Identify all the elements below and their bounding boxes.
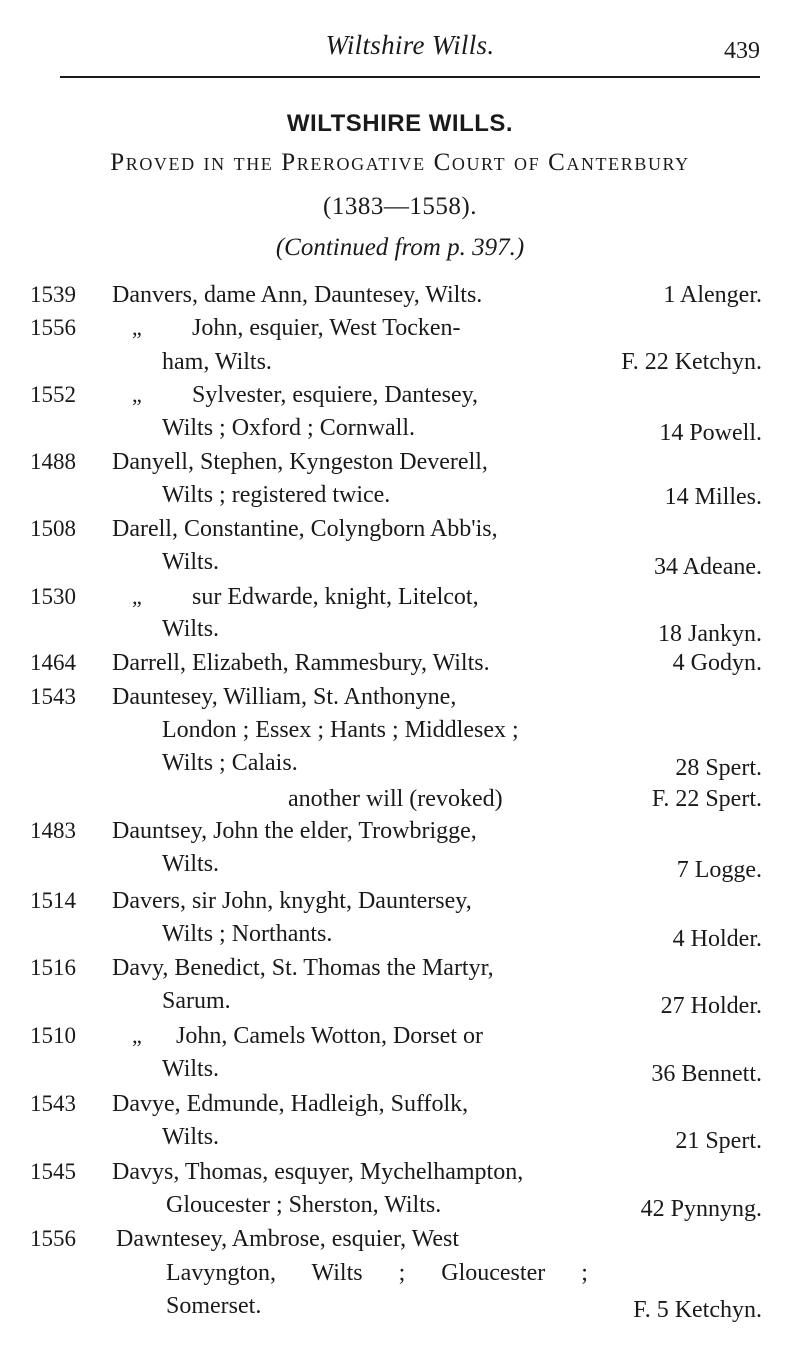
entry-reference: 27 Holder. <box>660 993 762 1019</box>
will-entry-continuation <box>0 478 800 512</box>
will-entry <box>0 646 800 680</box>
entry-text: Dauntesey, William, St. Anthonyne, <box>112 684 457 710</box>
will-entry <box>0 311 800 345</box>
entry-reference: 36 Bennett. <box>651 1061 762 1087</box>
entry-reference: 34 Adeane. <box>654 554 762 580</box>
will-entry-continuation <box>0 411 800 445</box>
will-entry <box>0 512 800 546</box>
ditto-mark: „ <box>132 1023 142 1048</box>
entry-text-line: Wilts. <box>162 1124 220 1150</box>
entry-text: Danvers, dame Ann, Dauntesey, Wilts. <box>112 282 483 308</box>
will-entry <box>0 1222 800 1256</box>
entry-year: 1530 <box>30 584 76 609</box>
will-entry <box>0 580 800 614</box>
entry-year: 1514 <box>30 888 76 913</box>
entry-text-line: sur Edwarde, knight, Litelcot, <box>192 584 479 610</box>
will-entry-continuation <box>0 713 800 747</box>
entry-text-line: Wilts ; registered twice. <box>162 482 391 508</box>
entry-reference: F. 22 Spert. <box>651 786 762 812</box>
entry-year: 1464 <box>30 650 76 675</box>
page-number: 439 <box>724 38 760 64</box>
will-entry <box>0 1087 800 1121</box>
entry-year: 1508 <box>30 516 76 541</box>
entry-text-line: London ; Essex ; Hants ; Middlesex ; <box>162 717 519 743</box>
entry-reference: 18 Jankyn. <box>658 621 762 647</box>
entry-reference: 21 Spert. <box>675 1128 762 1154</box>
entry-text: Danyell, Stephen, Kyngeston Deverell, <box>112 449 488 475</box>
entry-text <box>112 580 479 614</box>
entry-text-line: Wilts. <box>162 851 220 877</box>
entry-text: Darrell, Elizabeth, Rammesbury, Wilts. <box>112 650 490 676</box>
entry-year: 1543 <box>30 1091 76 1116</box>
will-entry-continuation <box>0 1289 800 1323</box>
entry-reference: 4 Holder. <box>672 926 762 952</box>
will-entry-continuation <box>0 847 800 881</box>
ditto-mark: „ <box>132 584 142 609</box>
will-entry <box>0 278 800 312</box>
entry-year: 1552 <box>30 382 76 407</box>
section-title: WILTSHIRE WILLS. <box>286 110 514 137</box>
entry-text-line: Wilts ; Calais. <box>162 750 298 776</box>
entry-reference: 14 Powell. <box>659 420 762 446</box>
will-entry-continuation <box>0 1120 800 1154</box>
entry-text: Dauntsey, John the elder, Trowbrigge, <box>112 818 477 844</box>
entry-reference: 4 Godyn. <box>672 650 762 676</box>
entry-text-line: Gloucester ; Sherston, Wilts. <box>166 1192 442 1218</box>
will-entry-continuation <box>0 545 800 579</box>
will-entry-continuation <box>0 1188 800 1222</box>
entry-text-line: Sylvester, esquiere, Dantesey, <box>192 382 479 408</box>
entry-text-line: John, esquier, West Tocken- <box>192 315 461 341</box>
will-entry <box>0 1019 800 1053</box>
entry-reference: F. 22 Ketchyn. <box>621 349 762 375</box>
entry-text-line: ham, Wilts. <box>162 349 272 375</box>
will-entry-continuation <box>0 984 800 1018</box>
ditto-mark: „ <box>132 382 142 407</box>
entry-text-line: Lavyngton, Wilts ; Gloucester ; <box>166 1260 588 1286</box>
will-entry <box>0 951 800 985</box>
will-entry-continuation <box>0 1052 800 1086</box>
entry-text: Davye, Edmunde, Hadleigh, Suffolk, <box>112 1091 469 1117</box>
will-entry-continuation <box>0 345 800 379</box>
will-entry <box>0 1155 800 1189</box>
date-range: (1383—1558). <box>323 193 477 220</box>
entry-reference: 42 Pynnyng. <box>640 1196 762 1222</box>
entry-year: 1545 <box>30 1159 76 1184</box>
entry-text: Dawntesey, Ambrose, esquier, West <box>116 1226 460 1252</box>
entry-text-line: Wilts. <box>162 616 220 642</box>
entry-reference: 7 Logge. <box>676 857 762 883</box>
section-subtitle: Proved in the Prerogative Court of Canterbury <box>110 149 690 176</box>
entry-year: 1539 <box>30 282 76 307</box>
will-entry <box>0 782 800 816</box>
continued-note: (Continued from p. 397.) <box>275 234 525 261</box>
will-entry <box>0 814 800 848</box>
entry-year: 1543 <box>30 684 76 709</box>
will-entry <box>0 378 800 412</box>
entry-reference: F. 5 Ketchyn. <box>633 1297 762 1323</box>
entry-text <box>112 1019 483 1053</box>
entry-text: another will (revoked) <box>288 786 503 812</box>
entry-text-line: Wilts. <box>162 549 220 575</box>
entry-year: 1556 <box>30 315 76 340</box>
will-entry-continuation <box>0 1256 800 1290</box>
entry-reference: 1 Alenger. <box>663 282 762 308</box>
will-entry <box>0 680 800 714</box>
entry-reference: 28 Spert. <box>675 755 762 781</box>
entry-text <box>112 378 478 412</box>
entry-text-line: Wilts ; Northants. <box>162 921 333 947</box>
entry-text <box>112 311 461 345</box>
entry-reference: 14 Milles. <box>664 484 762 510</box>
ditto-mark: „ <box>132 315 142 340</box>
entry-text-line: Wilts. <box>162 1056 220 1082</box>
entry-text-line: John, Camels Wotton, Dorset or <box>176 1023 483 1049</box>
entry-text: Darell, Constantine, Colyngborn Abb'is, <box>112 516 498 542</box>
entry-year: 1556 <box>30 1226 76 1251</box>
will-entry-continuation <box>0 746 800 780</box>
entry-text-line: Somerset. <box>166 1293 262 1319</box>
will-entry-continuation <box>0 917 800 951</box>
will-entry-continuation <box>0 612 800 646</box>
running-title: Wiltshire Wills. <box>325 30 495 60</box>
entry-text: Davys, Thomas, esquyer, Mychelhampton, <box>112 1159 524 1185</box>
entry-text-line: Wilts ; Oxford ; Cornwall. <box>162 415 416 441</box>
entry-year: 1516 <box>30 955 76 980</box>
entry-year: 1488 <box>30 449 76 474</box>
entry-text: Davers, sir John, knyght, Dauntersey, <box>112 888 472 914</box>
will-entry <box>0 445 800 479</box>
entry-year: 1510 <box>30 1023 76 1048</box>
entry-text: Davy, Benedict, St. Thomas the Martyr, <box>112 955 494 981</box>
entry-year: 1483 <box>30 818 76 843</box>
will-entry <box>0 884 800 918</box>
entry-text-line: Sarum. <box>162 988 231 1014</box>
